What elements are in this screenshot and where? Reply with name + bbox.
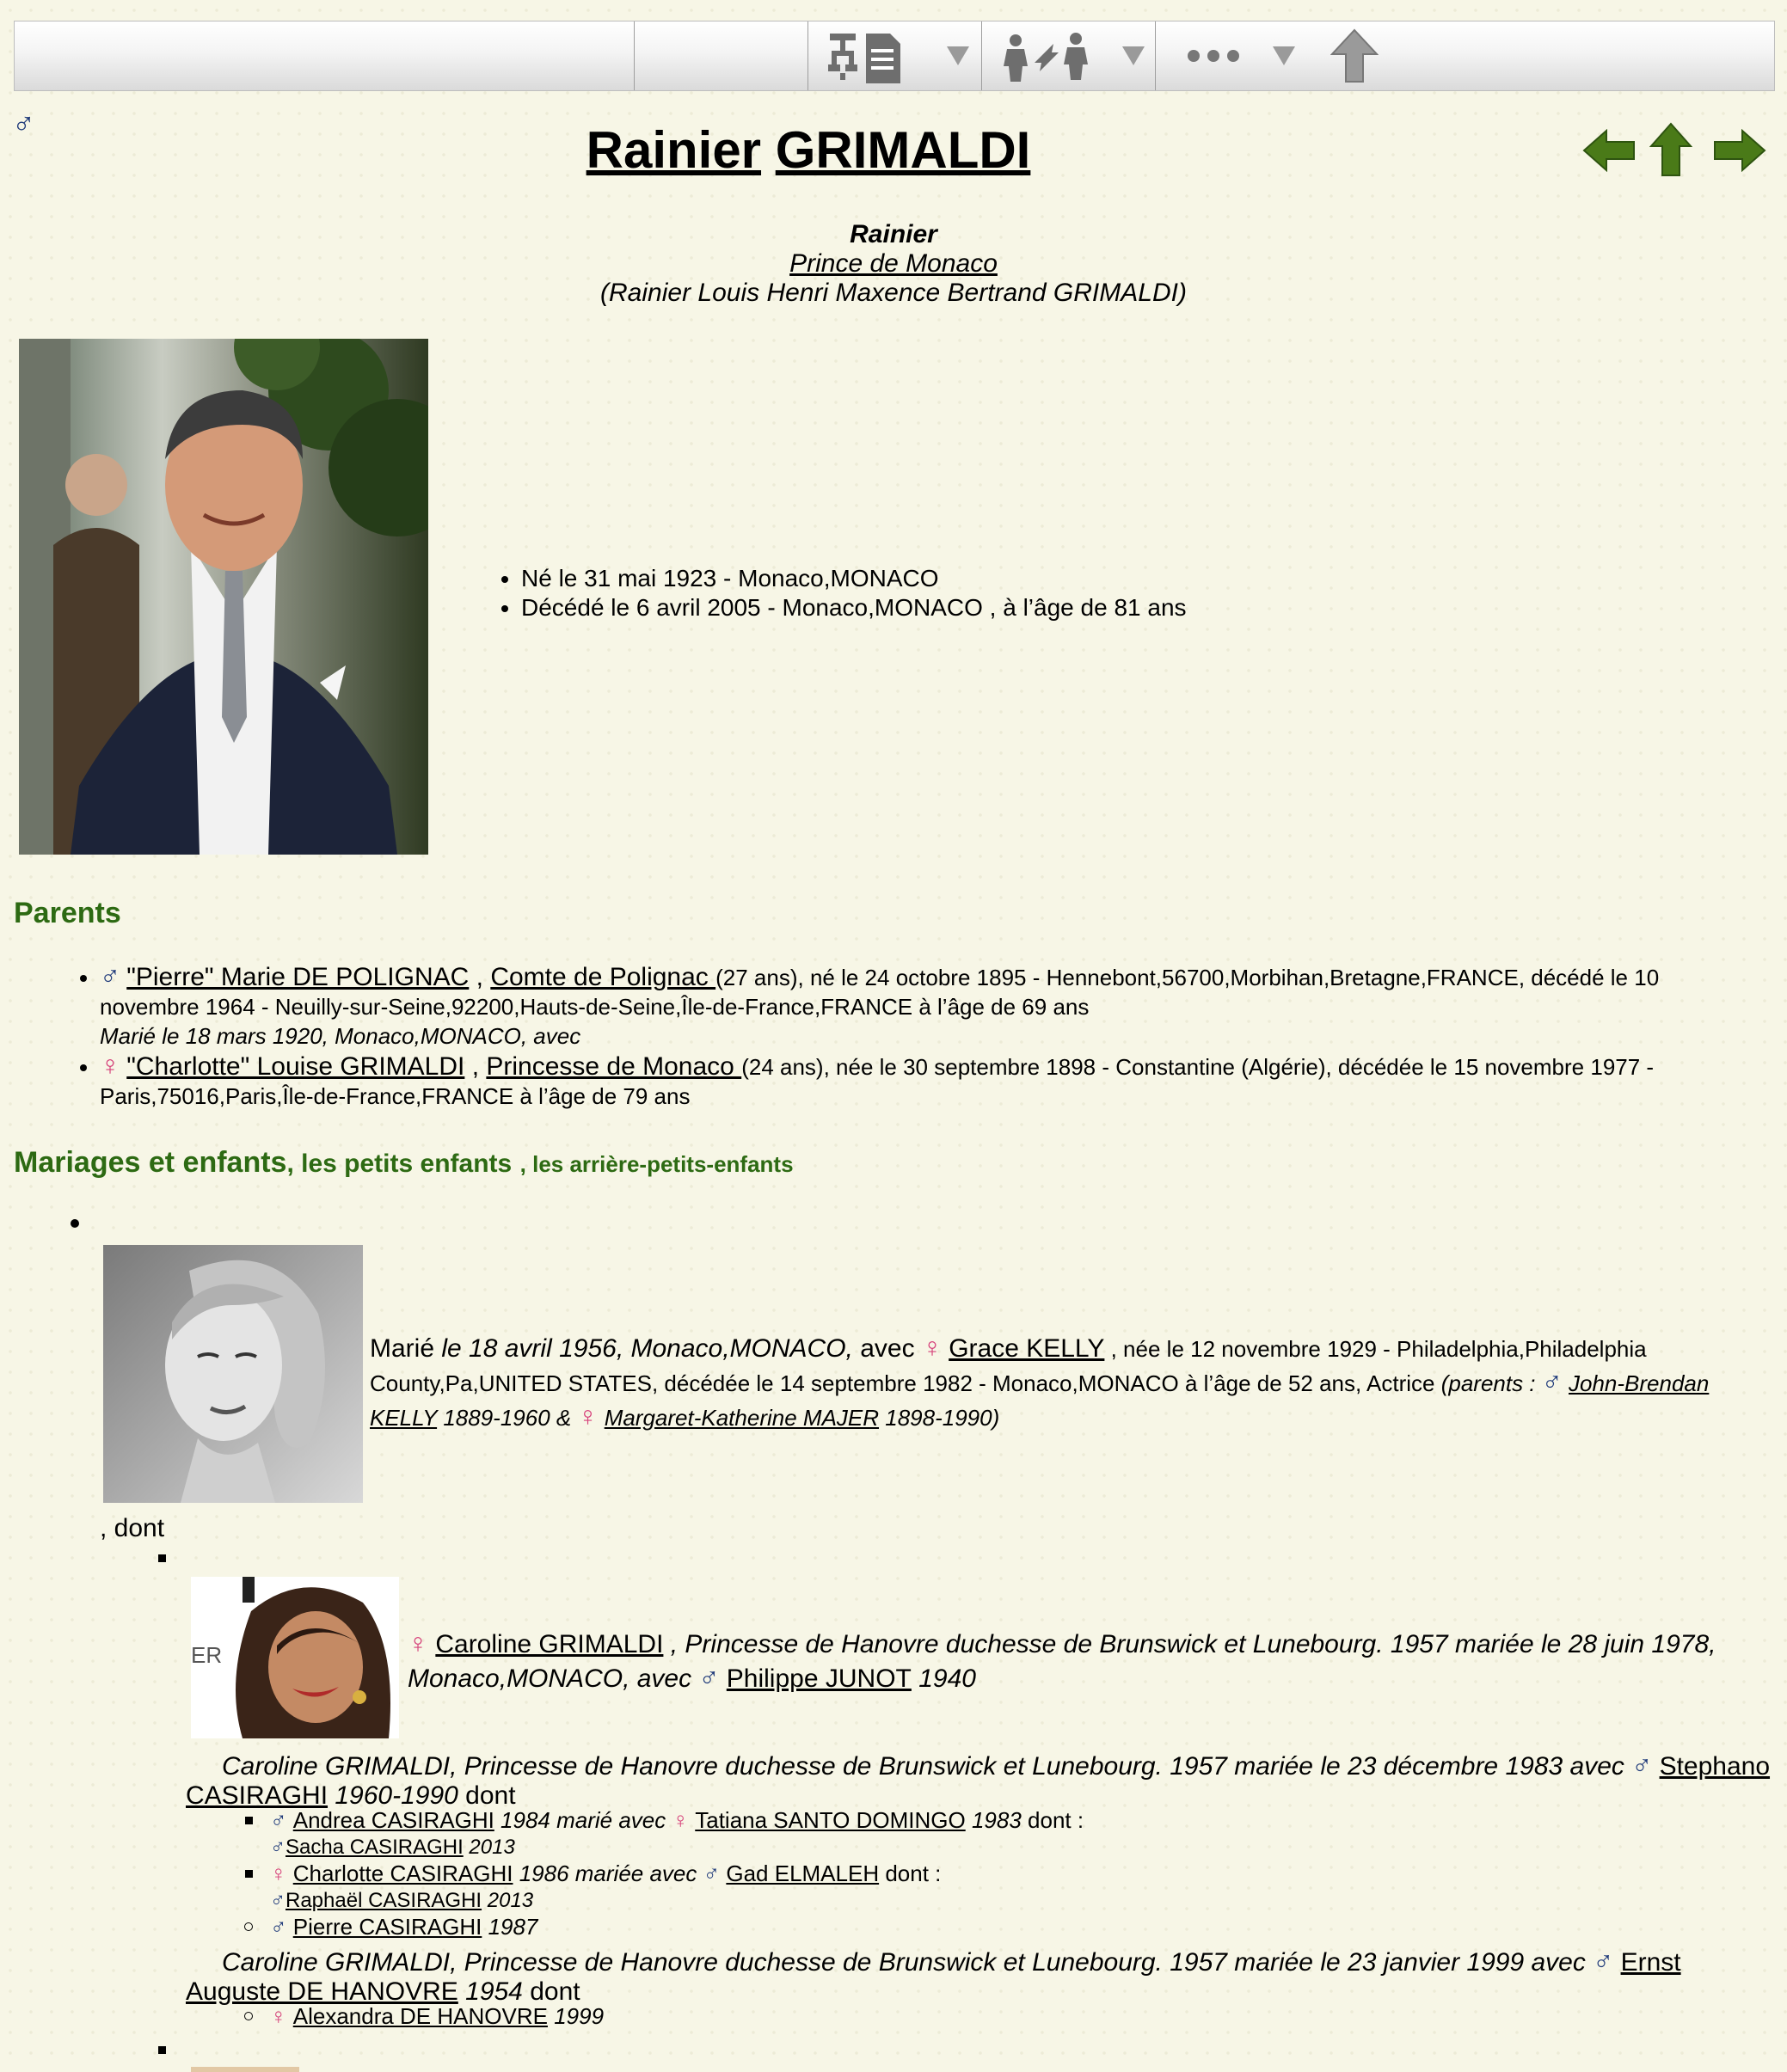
avec-label: avec (852, 1334, 922, 1363)
right-arrow-icon[interactable] (1713, 129, 1766, 172)
tree-document-icon (826, 28, 921, 83)
mother-details: (24 ans), née le 30 septembre 1898 - Constantine (Algérie), décédée le 15 novembre 1977 - Paris,75016,Paris,Île-de-France,FRANCE à l’âge de 79 ans (100, 1054, 1655, 1109)
mother-entry (100, 1051, 1751, 1111)
marriages-heading-great-grandchildren: , les arrière-petits-enfants (519, 1151, 794, 1177)
father-separator: , (469, 963, 491, 991)
father-details: (27 ans), né le 24 octobre 1895 - Hennebont,56700,Morbihan,Bretagne,FRANCE, décédé le 10 novembre 1964 - Neuilly-sur-Seine,92200,Hauts-de-Seine,Île-de-France,FRANCE à l’âge de 69 ans (100, 965, 1660, 1020)
great-grandchild-year: 2013 (482, 1889, 534, 1912)
list-bullet (244, 2012, 253, 2020)
male-icon: ♂ (270, 1836, 286, 1859)
parents-heading: Parents (14, 897, 121, 929)
spouse-photo (103, 1245, 363, 1503)
life-events-list (485, 564, 1187, 622)
mother-title-link[interactable]: Princesse de Monaco (486, 1052, 742, 1081)
female-icon: ♀ (270, 1861, 287, 1886)
grandchild-dont: dont : (1021, 1807, 1084, 1833)
spouse-mother-link[interactable]: Margaret-Katherine MAJER (604, 1405, 880, 1431)
father-name-link[interactable]: "Pierre" Marie DE POLIGNAC (126, 963, 470, 991)
male-icon: ♂ (703, 1861, 721, 1886)
list-bullet (71, 1219, 79, 1228)
child-marriage-2 (186, 1750, 1777, 1811)
list-bullet (245, 1817, 253, 1824)
child-marriage-3 (186, 1946, 1777, 2007)
grandchild-link[interactable]: Charlotte CASIRAGHI (292, 1861, 513, 1886)
toolbar-separator (1155, 21, 1156, 90)
spouse-parents-label: (parents : (1440, 1370, 1542, 1396)
female-icon: ♀ (921, 1332, 943, 1363)
child-spouse1-year: 1940 (911, 1664, 976, 1693)
father-entry (100, 961, 1751, 1051)
sex-symbol-male: ♂ (12, 106, 35, 141)
grandchild-spouse-link[interactable]: Tatiana SANTO DOMINGO (695, 1807, 966, 1833)
great-grandchild-link[interactable]: Raphaël CASIRAGHI (286, 1889, 482, 1912)
marriage-2-text: Caroline GRIMALDI, Princesse de Hanovre duchesse de Brunswick et Lunebourg. 1957 mariée le 23 décembre 1983 avec (222, 1752, 1632, 1781)
mother-separator: , (464, 1052, 487, 1081)
nickname: Rainier (850, 220, 937, 248)
spouse-details: , née le 12 novembre 1929 - Philadelphia,Philadelphia County,Pa,UNITED STATES, décédée le 14 septembre 1982 - Monaco,MONACO à l’âge de 52 ans, Actrice (370, 1336, 1647, 1396)
death-event: • Décédé le 6 avril 2005 - Monaco,MONACO , à l’âge de 81 ans (521, 593, 1187, 622)
great-grandchild-year: 2013 (463, 1836, 515, 1859)
left-arrow-icon[interactable] (1582, 129, 1636, 172)
male-icon: ♂ (270, 1807, 287, 1833)
grandchild-spouse-link[interactable]: Gad ELMALEH (726, 1861, 880, 1886)
spouse-father-link[interactable]: John-Brendan KELLY (370, 1370, 1710, 1431)
chevron-down-icon[interactable] (1273, 46, 1295, 65)
parents-marriage: Marié le 18 mars 1920, Monaco,MONACO, avec (100, 1023, 581, 1049)
svg-text:ER: ER (191, 1642, 223, 1668)
marriage-3-dont: dont (522, 1977, 580, 2006)
grandchild-spouse-year: 1983 (965, 1807, 1022, 1833)
toolbar (14, 21, 1775, 91)
chevron-down-icon[interactable] (1122, 46, 1145, 65)
surname[interactable]: GRIMALDI (775, 121, 1031, 179)
more-dots-icon (1188, 50, 1200, 62)
spouse-name-link[interactable]: Grace KELLY (949, 1334, 1105, 1363)
grandchild-link[interactable]: Alexandra DE HANOVRE (292, 2003, 548, 2029)
chevron-down-icon[interactable] (947, 46, 969, 65)
people-relationship-icon (1000, 28, 1103, 83)
spouse-father-dates: 1889-1960 & (437, 1405, 578, 1431)
list-bullet (244, 1922, 253, 1931)
toolbar-separator (634, 21, 635, 90)
male-icon: ♂ (270, 1914, 287, 1940)
male-icon: ♂ (698, 1662, 720, 1693)
female-icon: ♀ (100, 1050, 120, 1081)
great-grandchild-link[interactable]: Sacha CASIRAGHI (286, 1836, 464, 1859)
up-arrow-icon (1330, 28, 1379, 83)
marriages-heading (14, 1143, 794, 1183)
portrait-photo (19, 339, 428, 855)
more-dots-icon (1207, 50, 1219, 62)
relationship-button[interactable] (1000, 28, 1145, 83)
child-photo (191, 2067, 299, 2072)
full-name: (Rainier Louis Henri Maxence Bertrand GRIMALDI) (600, 279, 1187, 307)
female-icon: ♀ (672, 1807, 689, 1833)
parents-list (62, 961, 1751, 1111)
marriage-2-years: 1960-1990 (328, 1781, 458, 1810)
more-dots-icon (1227, 50, 1239, 62)
female-icon: ♀ (577, 1401, 599, 1431)
male-icon: ♂ (1631, 1750, 1653, 1781)
spouse-mother-dates: 1898-1990) (879, 1405, 1000, 1431)
marriage-2-dont: dont (457, 1781, 516, 1810)
more-button[interactable] (1188, 28, 1295, 83)
grandchild-info: 1987 (482, 1914, 538, 1940)
grandchild-link[interactable]: Andrea CASIRAGHI (292, 1807, 494, 1833)
spouse-marriage-text (370, 1331, 1711, 1434)
child-spouse3-link[interactable]: Ernst Auguste DE HANOVRE (186, 1948, 1681, 2006)
male-icon: ♂ (1593, 1946, 1614, 1977)
male-icon: ♂ (1541, 1366, 1563, 1397)
marriages-heading-main: Mariages et enfants (14, 1146, 287, 1179)
toolbar-separator (981, 21, 982, 90)
grandchild-dont: dont : (879, 1861, 942, 1886)
male-icon: ♂ (270, 1889, 286, 1912)
marriages-heading-grandchildren: , les petits enfants (286, 1149, 513, 1178)
navigation-arrows (1582, 120, 1768, 181)
grandchild-info: 1986 mariée avec (513, 1861, 703, 1886)
child-photo (191, 1577, 399, 1738)
child-spouse2-link[interactable]: Stephano CASIRAGHI (186, 1752, 1771, 1810)
grandchild-link[interactable]: Pierre CASIRAGHI (292, 1914, 482, 1940)
married-label: Marié (370, 1334, 442, 1363)
child-entry (408, 1627, 1749, 1695)
marriage-3-years: 1954 (457, 1977, 523, 2006)
child-details: , Princesse de Hanovre duchesse de Brunswick et Lunebourg. 1957 mariée le 28 juin 1978, Monaco,MONACO, avec (408, 1630, 1716, 1693)
marriage-3-text: Caroline GRIMALDI, Princesse de Hanovre duchesse de Brunswick et Lunebourg. 1957 mariée le 23 janvier 1999 avec (222, 1948, 1594, 1977)
marriage-date: le 18 avril 1956, Monaco,MONACO, (441, 1334, 853, 1363)
grandchild-info: 1999 (547, 2003, 605, 2029)
child-name-link[interactable]: Caroline GRIMALDI (435, 1630, 664, 1658)
father-title-link[interactable]: Comte de Polignac (490, 963, 716, 991)
title-link[interactable]: Prince de Monaco (789, 249, 998, 278)
grandchild-info: 1984 marié avec (494, 1807, 672, 1833)
child-spouse1-link[interactable]: Philippe JUNOT (726, 1664, 912, 1693)
birth-event: • Né le 31 mai 1923 - Monaco,MONACO (521, 564, 1187, 593)
up-button[interactable] (1330, 28, 1379, 83)
list-bullet (158, 2046, 166, 2054)
female-icon: ♀ (270, 2003, 287, 2029)
dont-label: , dont (100, 1514, 165, 1542)
mother-name-link[interactable]: "Charlotte" Louise GRIMALDI (126, 1052, 465, 1081)
tree-document-button[interactable] (826, 28, 969, 83)
first-name[interactable]: Rainier (586, 121, 762, 179)
female-icon: ♀ (408, 1628, 428, 1658)
person-subtitles (0, 220, 1787, 308)
person-name-title (0, 120, 1617, 181)
list-bullet (245, 1870, 253, 1878)
male-icon: ♂ (100, 960, 120, 991)
up-arrow-icon[interactable] (1649, 122, 1692, 177)
list-bullet (158, 1554, 166, 1562)
